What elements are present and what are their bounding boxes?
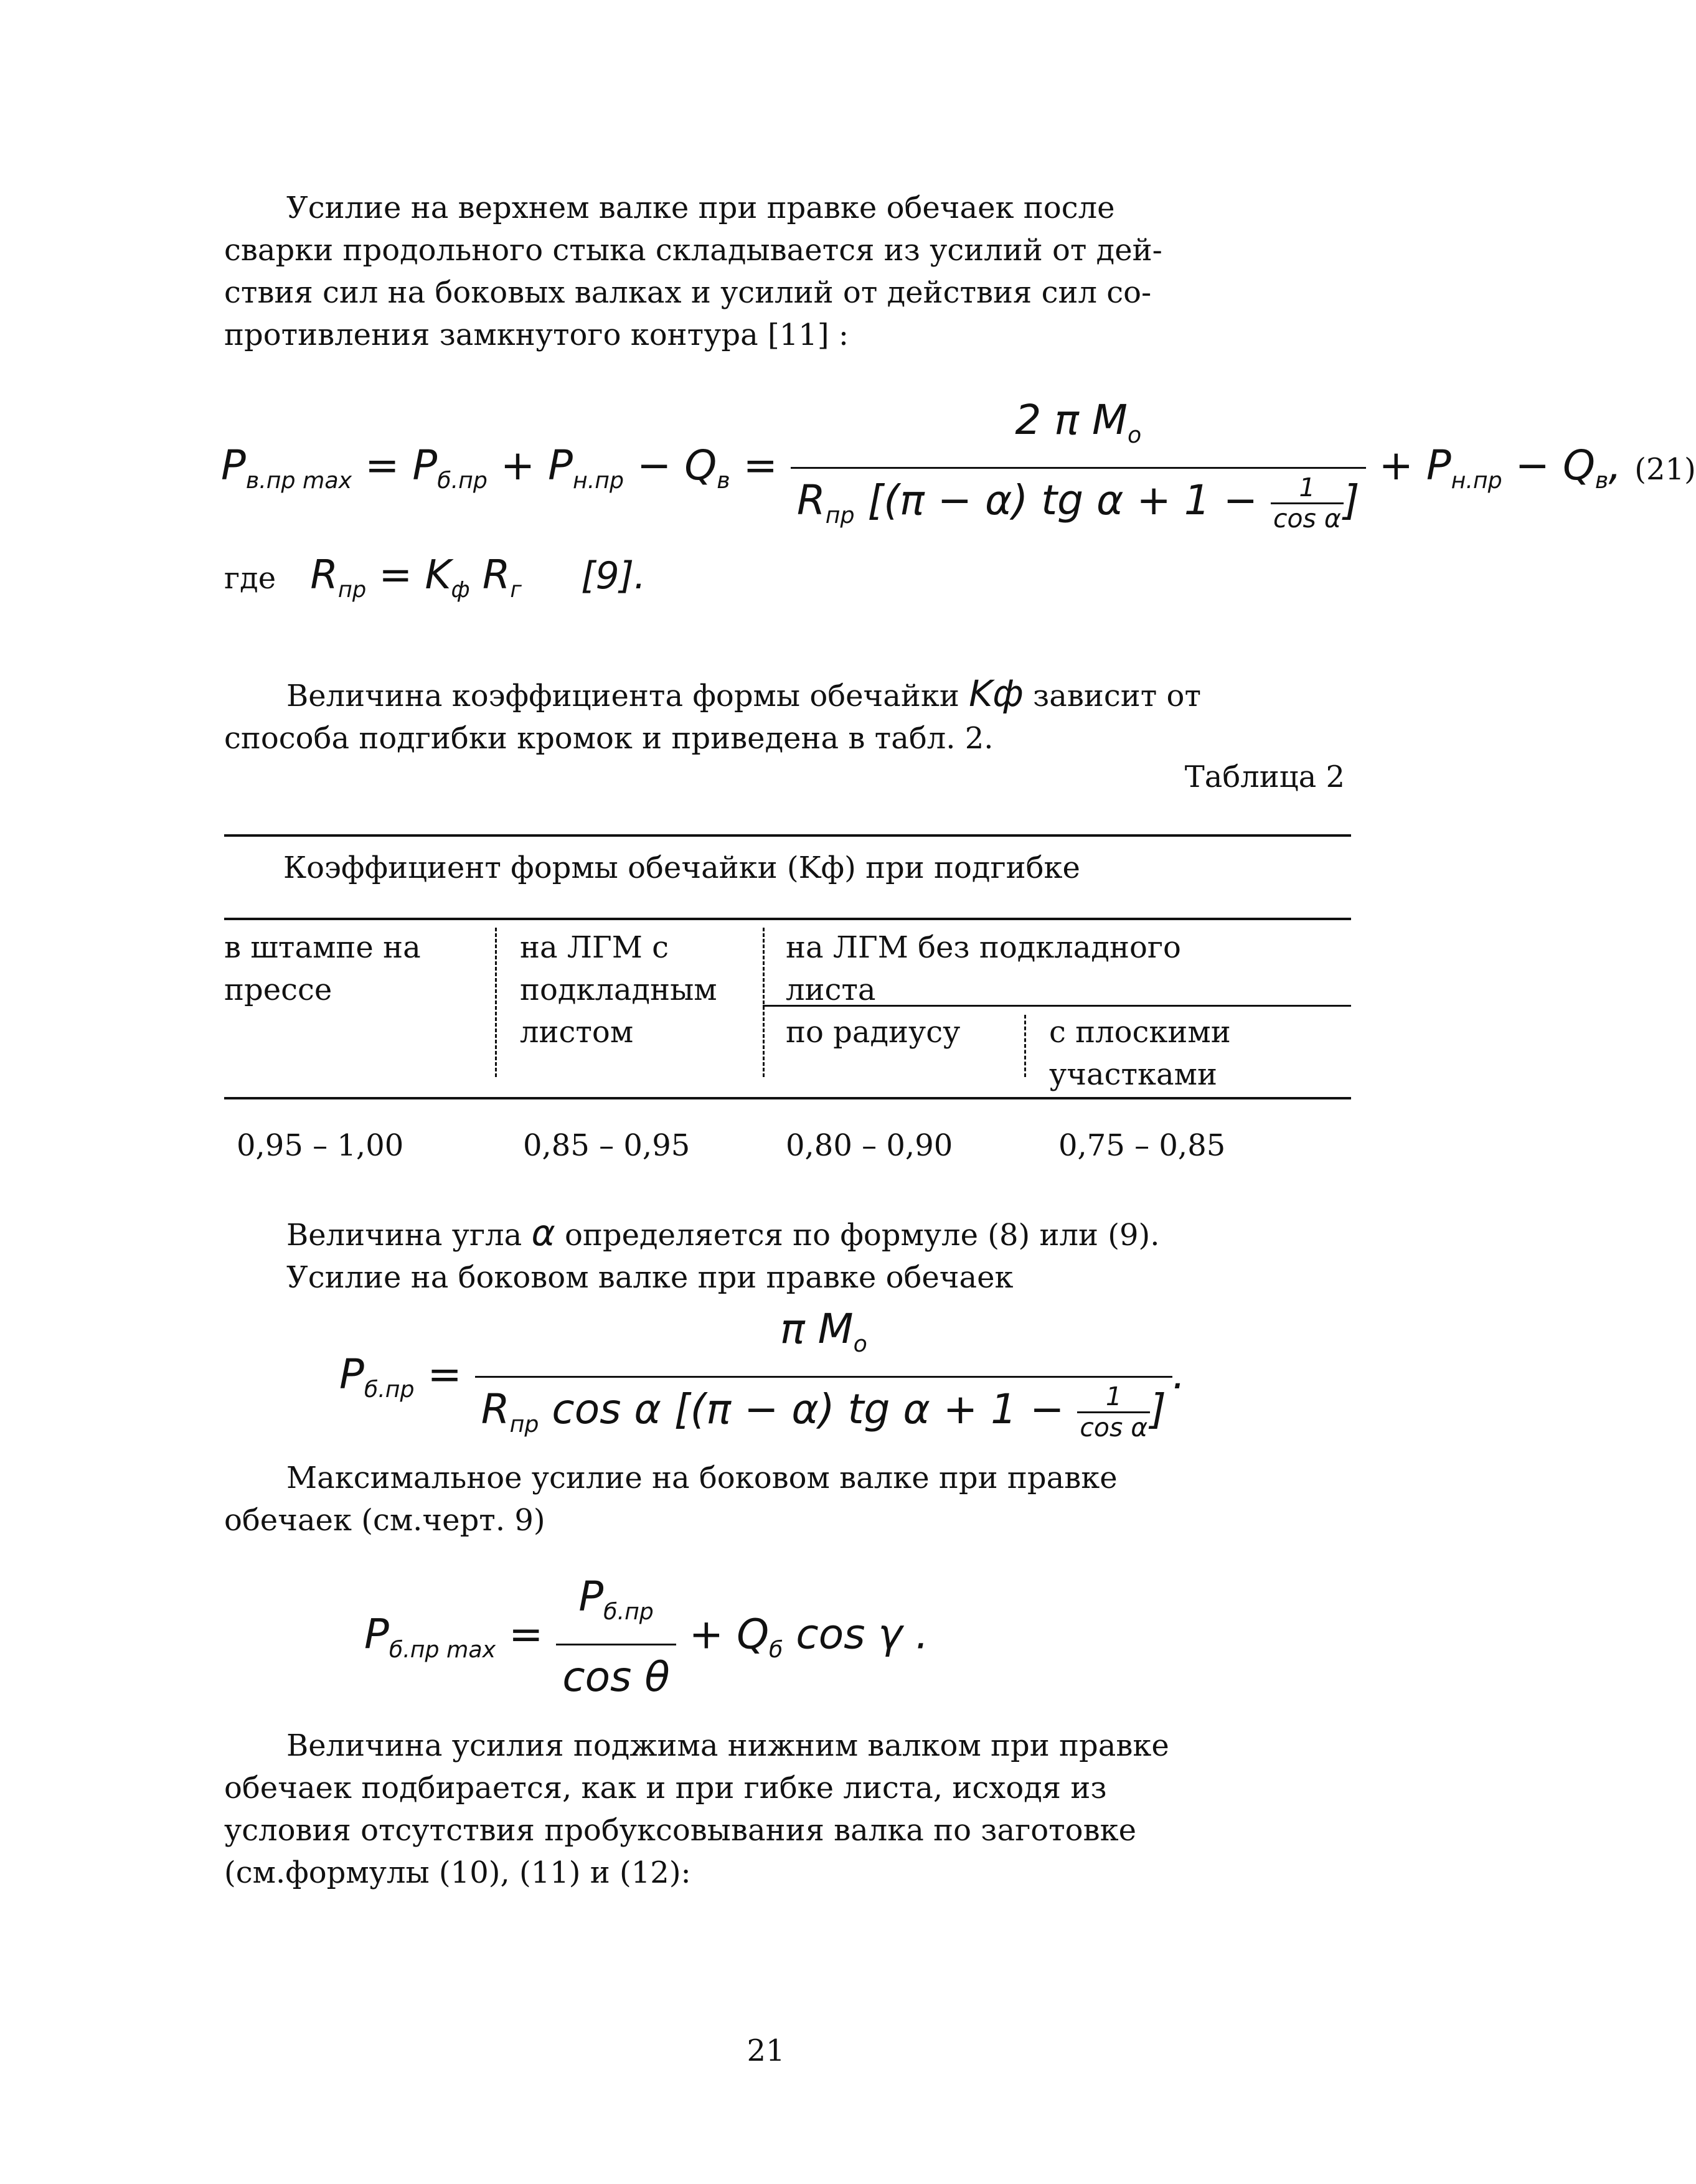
formula-term: cos α [(π − α) tg α + 1 − (539, 1385, 1078, 1434)
text-line (224, 672, 1388, 717)
formula-fraction (556, 1569, 676, 1705)
formula-term: R (796, 476, 826, 525)
header-line: листа (786, 972, 876, 1007)
formula-subscript: o (853, 1330, 867, 1358)
formula-subscript: н.пр (572, 466, 624, 494)
text-line: способа подгибки кромок и приведена в табл. 2. (224, 721, 994, 756)
page-number: 21 (747, 2033, 785, 2068)
formula-term: = (496, 1610, 544, 1659)
header-line: подкладным (520, 972, 717, 1007)
formula-term: − Q (1502, 441, 1595, 489)
column-header-flat-sections (1049, 1011, 1231, 1096)
formula-subscript: б.пр (364, 1375, 415, 1403)
column-header-stamp (224, 926, 421, 1011)
formula-21 (221, 392, 1696, 544)
header-line: на ЛГМ с (520, 930, 669, 965)
formula-subscript: б (769, 1636, 783, 1663)
text-line: Усилие на боковом валке при правке обечаек (286, 1260, 1014, 1295)
text-line: противления замкнутого контура [11] : (224, 318, 849, 352)
column-separator (495, 928, 497, 1077)
formula-term: − Q (624, 441, 717, 489)
formula-subscript: пр (337, 577, 367, 603)
text-line: ствия сил на боковых валках и усилий от действия сил со- (224, 275, 1152, 310)
fraction-denominator: cos α (1271, 502, 1344, 532)
formula-term: π M (780, 1305, 854, 1353)
paragraph-clamp-force (224, 1725, 1388, 1894)
formula-term: R (310, 552, 338, 598)
reference: [9]. (581, 554, 646, 598)
formula-term: P (339, 1350, 364, 1398)
formula-term: R (481, 1385, 510, 1434)
where-line (224, 554, 1034, 611)
formula-term: + P (1365, 441, 1451, 489)
table-caption: Таблица 2 (1184, 760, 1345, 794)
formula-subscript: б.пр max (389, 1636, 496, 1663)
fraction-denominator (475, 1376, 1172, 1452)
paragraph-angle (224, 1212, 1388, 1299)
header-line: прессе (224, 972, 332, 1007)
text-fragment: Величина угла (286, 1218, 522, 1253)
table-header-rule (224, 918, 1351, 920)
text-line: сварки продольного стыка складывается из усилий от дей- (224, 233, 1162, 268)
column-header-lgm-without-plate (786, 926, 1181, 1011)
formula-rpr (310, 552, 522, 603)
formula-term: = P (352, 441, 438, 489)
formula-term: cos γ . (783, 1610, 929, 1659)
fraction-numerator (791, 392, 1366, 467)
column-separator (1024, 1015, 1026, 1077)
formula-fraction (475, 1301, 1172, 1452)
text-fragment: определяется по формуле (8) или (9). (565, 1218, 1160, 1253)
formula-term: ] (1150, 1385, 1166, 1434)
table-cell: 0,75 – 0,85 (1058, 1128, 1226, 1163)
formula-term: = K (366, 552, 451, 598)
table-title: Коэффициент формы обечайки (Kф) при подгибке (283, 850, 1080, 885)
text-line: условия отсутствия пробуксовывания валка по заготовке (224, 1813, 1137, 1848)
formula-subscript: г (510, 577, 522, 603)
formula-term: = (730, 441, 778, 489)
text-line: обечаек (см.черт. 9) (224, 1503, 545, 1538)
text-line (224, 1212, 1388, 1256)
kf-symbol: Kф (969, 672, 1024, 715)
formula-term: P (221, 441, 246, 489)
formula-term: ] (1343, 476, 1360, 525)
formula-subscript: в.пр max (245, 466, 352, 494)
fraction-numerator: 1 (1299, 472, 1316, 502)
table-cell: 0,85 – 0,95 (523, 1128, 690, 1163)
text-line: Максимальное усилие на боковом валке при правке (286, 1461, 1118, 1495)
fraction-denominator: cos α (1077, 1411, 1150, 1441)
formula-term: P (364, 1610, 389, 1659)
table-cell: 0,80 – 0,90 (786, 1128, 953, 1163)
text-line: (см.формулы (10), (11) и (12): (224, 1855, 691, 1890)
formula-term: , (1608, 441, 1622, 489)
formula-small-fraction (1077, 1383, 1150, 1441)
formula-term: . (1172, 1350, 1185, 1398)
formula-term: 2 π M (1015, 396, 1128, 444)
header-line: с плоскими (1049, 1015, 1231, 1050)
formula-small-fraction (1271, 474, 1344, 532)
paragraph-intro (224, 187, 1388, 356)
text-fragment: зависит от (1033, 679, 1201, 713)
formula-side-roll (339, 1301, 1273, 1452)
table-body-rule (224, 1097, 1351, 1099)
formula-subscript: в (717, 466, 730, 494)
formula-term: = (414, 1350, 462, 1398)
formula-subscript: ф (451, 577, 470, 603)
header-line: в штампе на (224, 930, 421, 965)
equation-number: (21) (1634, 451, 1696, 487)
fraction-numerator (556, 1569, 676, 1644)
formula-side-roll-max (364, 1569, 1174, 1705)
table-top-rule (224, 834, 1351, 837)
text-line: Усилие на верхнем валке при правке обечаек после (286, 191, 1115, 225)
formula-subscript: o (1127, 421, 1142, 449)
header-line: на ЛГМ без подкладного (786, 930, 1181, 965)
alpha-symbol: α (531, 1212, 555, 1254)
formula-term: + P (487, 441, 573, 489)
formula-subscript: пр (825, 502, 855, 529)
paragraph-max-force (224, 1457, 1388, 1542)
column-separator (763, 928, 765, 1077)
formula-subscript: б.пр (603, 1598, 654, 1626)
fraction-denominator (791, 467, 1366, 544)
header-line: листом (520, 1015, 634, 1050)
fraction-denominator: cos θ (556, 1644, 676, 1705)
formula-term: [(π − α) tg α + 1 − (854, 476, 1271, 525)
formula-subscript: в (1595, 466, 1609, 494)
formula-subscript: б.пр (437, 466, 488, 494)
header-line: участками (1049, 1057, 1217, 1092)
column-header-lgm-with-plate (520, 926, 717, 1053)
table-cell: 0,95 – 1,00 (237, 1128, 404, 1163)
column-header-radius: по радиусу (786, 1015, 961, 1050)
text-fragment: Величина коэффициента формы обечайки (286, 679, 959, 713)
formula-subscript: н.пр (1451, 466, 1502, 494)
formula-subscript: пр (509, 1411, 539, 1438)
text-line: обечаек подбирается, как и при гибке листа, исходя из (224, 1771, 1107, 1805)
formula-term: R (469, 552, 511, 598)
formula-fraction (791, 392, 1366, 544)
paragraph-coefficient (224, 672, 1388, 760)
text-line: Величина усилия поджима нижним валком при правке (286, 1728, 1169, 1763)
where-word: где (224, 561, 276, 596)
formula-term: P (578, 1573, 604, 1621)
formula-term: + Q (676, 1610, 770, 1659)
fraction-numerator: 1 (1105, 1381, 1122, 1411)
fraction-numerator (475, 1301, 1172, 1376)
